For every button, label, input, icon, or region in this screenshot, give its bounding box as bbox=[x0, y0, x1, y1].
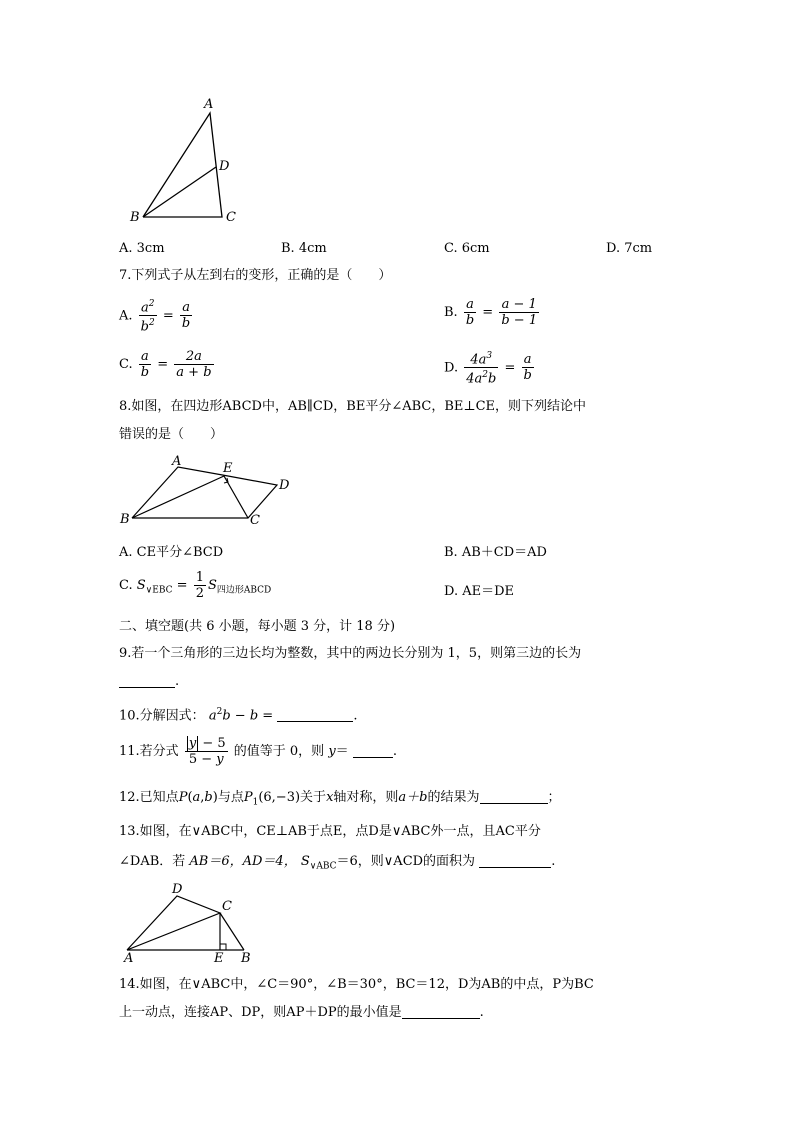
q8-option-a: A. CE平分∠BCD bbox=[119, 545, 224, 560]
q11-answer-blank[interactable] bbox=[353, 743, 393, 758]
fig2-label-a: A bbox=[172, 454, 182, 469]
fig2-label-b: B bbox=[120, 512, 130, 527]
q10-answer-blank[interactable] bbox=[277, 707, 353, 722]
q12-answer-blank[interactable] bbox=[480, 789, 548, 804]
q11: 11.若分式 $\frac{y - 5}{5 - y}$ 的值等于 0，则 y＝ . bbox=[119, 736, 397, 767]
q8-stem-line1: 8.如图，在四边形ABCD中，AB∥CD，BE平分∠ABC，BE⊥CE，则下列结论中 bbox=[119, 399, 587, 414]
q8-option-b: B. AB＋CD＝AD bbox=[444, 545, 547, 560]
q12: 12.已知点P(a,b)与点$P_1(6,-3)$关于x轴对称，则a＋b的结果为 ； bbox=[119, 790, 561, 808]
q7-option-a: A. $\frac{a^2}{b^2}$ = $\frac{a}{b}$ bbox=[119, 299, 191, 335]
fig2-label-e: E bbox=[223, 461, 233, 476]
q13-answer-blank[interactable] bbox=[479, 853, 551, 868]
q13-line2: ∠DAB．若 AB＝6，AD＝4， $S_{\vee ABC}=6$，则∨ACD的面积为 . bbox=[119, 854, 556, 872]
q10: 10.分解因式： $a^2b - b$ = . bbox=[119, 707, 358, 724]
q9-line1: 9.若一个三角形的三边长均为整数，其中的两边长分别为 1，5，则第三边的长为 bbox=[119, 646, 582, 661]
figure-quadrilateral-abcd bbox=[120, 452, 300, 532]
q6-option-d: D. 7cm bbox=[606, 241, 653, 256]
section2-heading: 二、填空题(共 6 小题，每小题 3 分，计 18 分) bbox=[119, 619, 396, 634]
q8-option-d: D. AE＝DE bbox=[444, 584, 515, 599]
q14-answer-blank[interactable] bbox=[402, 1004, 480, 1019]
q7-option-c: C. $\frac{a}{b}$ = $\frac{2a}{a + b}$ bbox=[119, 349, 212, 380]
q8-stem-line2: 错误的是（ ） bbox=[119, 427, 224, 442]
fig1-label-d: D bbox=[219, 159, 230, 174]
q8-option-c: C. $S_{\vee EBC}$ = $\frac{1}{2}$ $S_{四边形ABCD}$ bbox=[119, 570, 272, 601]
q7-option-b: B. $\frac{a}{b}$ = $\frac{a - 1}{b - 1}$ bbox=[444, 297, 538, 328]
q13-line1: 13.如图，在∨ABC中，CE⊥AB于点E，点D是∨ABC外一点，且AC平分 bbox=[119, 824, 541, 839]
q9-answer-blank[interactable] bbox=[119, 673, 175, 688]
q14-line1: 14.如图，在∨ABC中，∠C＝90°，∠B＝30°，BC＝12，D为AB的中点，P为BC bbox=[119, 977, 594, 992]
q7-stem: 7.下列式子从左到右的变形，正确的是（ ） bbox=[119, 268, 392, 283]
fig3-label-d: D bbox=[172, 882, 183, 897]
fig1-label-c: C bbox=[226, 210, 236, 225]
q9-line2: . bbox=[119, 673, 179, 691]
q6-option-b: B. 4cm bbox=[281, 241, 327, 256]
fig3-label-a: A bbox=[124, 951, 134, 966]
fig2-label-d: D bbox=[279, 478, 290, 493]
figure-triangle-abd bbox=[120, 95, 260, 230]
q14-line2: 上一动点，连接AP、DP，则AP＋DP的最小值是 . bbox=[119, 1005, 484, 1020]
fig3-label-e: E bbox=[214, 951, 224, 966]
fig3-label-b: B bbox=[241, 951, 251, 966]
q6-option-c: C. 6cm bbox=[444, 241, 490, 256]
fig1-label-a: A bbox=[204, 97, 214, 112]
q7-option-d: D. $\frac{4a^3}{4a^2b}$ = $\frac{a}{b}$ bbox=[444, 351, 532, 387]
q6-option-a: A. 3cm bbox=[119, 241, 165, 256]
fig1-label-b: B bbox=[130, 210, 140, 225]
fig3-label-c: C bbox=[222, 899, 232, 914]
fig2-label-c: C bbox=[250, 513, 260, 528]
